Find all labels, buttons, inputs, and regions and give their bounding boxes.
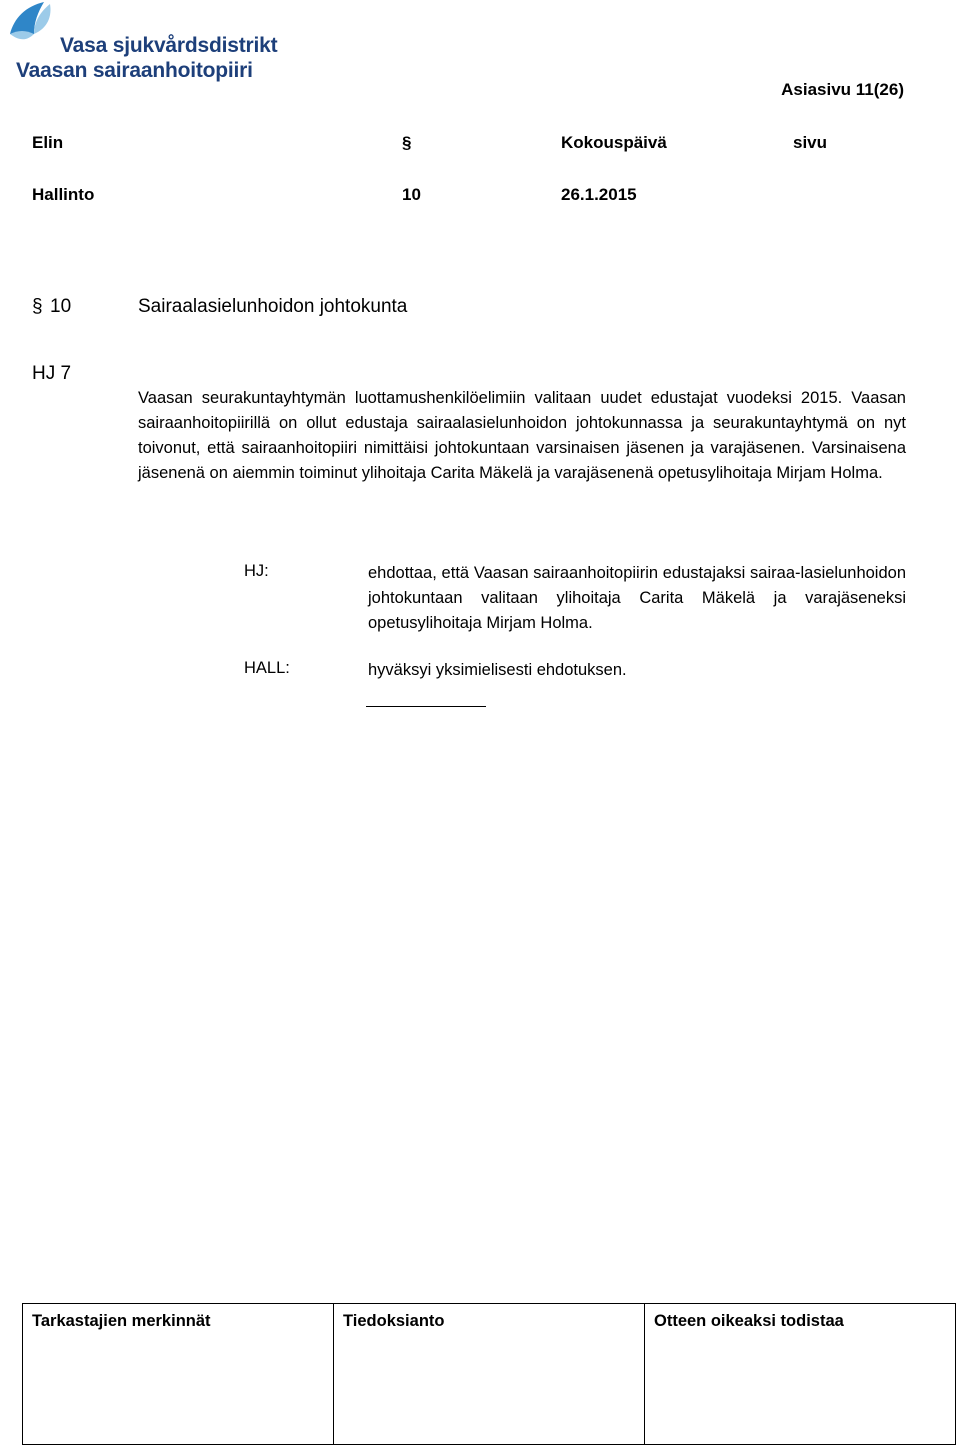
body-paragraph: Vaasan seurakuntayhtymän luottamushenkilöelimiin valitaan uudet edustajat vuodeksi 2015. Vaasan sairaanhoitopiirillä on ollut edustaja sairaalasielunhoidon johtokunnassa ja seurakuntayhtymä on nyt toivonut, että sairaanhoitopiiri nimittäisi johtokuntaan varsinaisen jäsenen ja varajäsenen. Varsinaisena jäsenenä on aiemmin toiminut ylihoitaja Carita Mäkelä ja varajäsenenä opetusylihoitaja Mirjam Holma. <box>138 389 906 482</box>
logo-mark-icon <box>4 0 66 60</box>
logo-org-sv: Vasa sjukvårdsdistrikt <box>60 34 278 57</box>
header-value-section: 10 <box>402 185 421 204</box>
footer-cell-certification: Otteen oikeaksi todistaa <box>654 1312 844 1330</box>
section-symbol: § <box>32 296 43 317</box>
proposal-label: HJ: <box>244 562 269 580</box>
header-value-date: 26.1.2015 <box>561 185 637 204</box>
preparer-code: HJ 7 <box>32 363 72 384</box>
proposal-text: ehdottaa, että Vaasan sairaanhoitopiirin edustajaksi sairaa-lasielunhoidon johtokuntaan valitaan ylihoitaja Carita Mäkelä ja varajäseneksi opetusylihoitaja Mirjam Holma. <box>368 564 906 632</box>
header-label-page: sivu <box>793 133 828 152</box>
footer-table <box>22 1303 956 1445</box>
footer-cell-notification: Tiedoksianto <box>334 1304 645 1444</box>
decision-label: HALL: <box>244 659 290 677</box>
logo-org-fi: Vaasan sairaanhoitopiiri <box>16 59 253 82</box>
section-number: 10 <box>50 296 72 317</box>
header-value-organ: Hallinto <box>32 185 95 204</box>
footer-cell-reviewers: Tarkastajien merkinnät <box>23 1304 334 1444</box>
section-title: Sairaalasielunhoidon johtokunta <box>138 296 408 317</box>
end-rule <box>366 706 486 707</box>
header-label-organ: Elin <box>32 133 64 152</box>
header-label-section: § <box>402 133 412 152</box>
decision-text: hyväksyi yksimielisesti ehdotuksen. <box>368 661 627 679</box>
header-label-date: Kokouspäivä <box>561 133 667 152</box>
page-indicator: Asiasivu 11(26) <box>781 80 904 99</box>
